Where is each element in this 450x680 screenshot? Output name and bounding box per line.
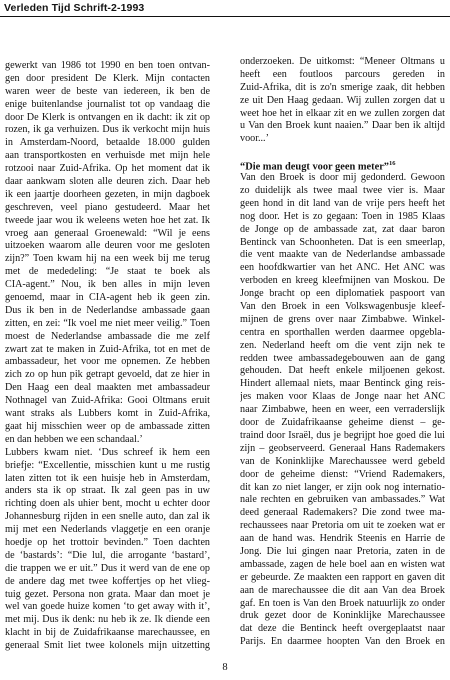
text-line: zich zo op hun pik getrapt gevoeld, dat ze hier in (5, 369, 210, 381)
text-line: Van den Broek in een Volkswagenbusje kleef- (240, 301, 445, 313)
text-line: geen hond in dit land van de vrije pers heeft het (240, 197, 445, 209)
text-line: moest de Nederlandse ambassade die me zelf (5, 330, 210, 342)
text-line: Hindert allemaal niets, maar Bentinck ging reis- (240, 378, 445, 390)
text-line: enige buitenlandse journalist tot op vandaag die (5, 98, 210, 110)
text-line: genoemd, maar in CIA-agent heb ik geen zin. (5, 292, 210, 304)
text-line: Van den Broek is door mij gedonderd. Gewoon (240, 172, 445, 184)
text-line: anders sta ik op straat. Ik zal geen pas in uw (5, 485, 210, 497)
text-line: zo duidelijk als twee maal twee vier is. Maar (240, 185, 445, 197)
right-paragraph-two (240, 172, 445, 649)
text-line: in Amsterdam-Noord, betaalde 18.000 gulden (5, 137, 210, 149)
text-line: hoedje op het trottoir bevinden.” Toen dachten (5, 536, 210, 548)
text-line: centra en sporthallen werden daarmee opgebla- (240, 326, 445, 338)
text-line: naar Zimbabwe, heen en weer, een verraderslijk (240, 404, 445, 416)
text-line: heeft een foutloos parcours gereden in (240, 68, 445, 80)
text-line: Zuid-Afrika, dit is zo'n smerige zaak, dit hebben (240, 81, 445, 93)
text-line: deed generaal Rademakers? Die zond twee ma- (240, 507, 445, 519)
text-line: gaf. En toen is Van den Broek natuurlijk zo onder (240, 597, 445, 609)
text-line: ambassadeur, het voor me opnemen. Ze hebben (5, 356, 210, 368)
text-line: rechaussees naar Pretoria om uit te zoeken wat er (240, 520, 445, 532)
text-line: Johannesburg rijden in een snelle auto, dan zal ik (5, 511, 210, 523)
text-line: en dan hebben we een schandaal.’ (5, 433, 143, 445)
text-line: met de mededeling: “Je staat te boek als (5, 266, 210, 278)
text-line: zitten, en zei: “Ik voel me niet meer veilig.” Toen (5, 317, 210, 329)
text-line: zijn – geobserveerd. Generaal Hans Rademakers (240, 442, 445, 454)
text-line: briefje: “Excellentie, misschien kunt u me rustig (5, 459, 210, 471)
right-paragraph-one (240, 56, 445, 146)
text-line: met mij. Dus ik denk: nu heb ik ze. Ik diende een (5, 614, 210, 626)
text-line: ambassade, zagen de hele boel aan en wisten wat (240, 558, 445, 570)
text-line: die vent maakte van de Nederlandse ambassade (240, 249, 445, 261)
text-line: want straks als Lubbers komt in Zuid-Afrika, (5, 408, 210, 420)
text-line: dat deze die Bentinck heeft overgeplaatst naar (240, 623, 445, 635)
text-line: nog door. Het is zo gegaan: Toen in 1985 Klaas (240, 210, 445, 222)
text-line: druk gezet door de Koninklijke Marechaussee (240, 610, 445, 622)
text-line: laten zitten tot ik een huisje heb in Amsterdam, (5, 472, 210, 484)
text-line: ik een jaartje doorheen gezeten, in mijn dagboek (5, 188, 210, 200)
text-line: door de geheime dienst: “Vriend Rademakers, (240, 468, 445, 480)
text-line: onderzoeken. De uitkomst: “Meneer Oltmans u (240, 56, 445, 67)
text-line: tuig gezet. Persona non grata. Maar dan moet je (5, 588, 210, 600)
text-line: traind door Israël, dus je begrijpt hoe goed die lui (240, 429, 445, 441)
text-line: u Van den Broek kunt naaien.” Daar ben ik altijd (240, 120, 445, 132)
text-line: zwart zat te maken in Zuid-Afrika, tot en met de (5, 343, 210, 355)
section-heading-text: “Die man deugt voor geen meter” (240, 161, 389, 173)
text-line: Jong. Die lui gingen naar Pretoria, zaten in de (240, 545, 445, 557)
text-line: tweede jaar wou ik weleens weten hoe het zat. Ik (5, 214, 210, 226)
text-line: Bentinck van Schoonheten. Dat is een smeerlap, (240, 236, 445, 248)
text-line: aan transportkosten en verhuisde met mijn hele (5, 150, 210, 162)
text-line: rotzooi naar Zuid-Afrika. Op het moment dat ik (5, 163, 210, 175)
text-line: Nothnagel van Zuid-Afrika: Gooi Oltmans eruit (5, 395, 210, 407)
section-footnote-ref: 16 (389, 160, 396, 168)
text-line: de Jonge op de ambassade zat, zat daar baron (240, 223, 445, 235)
text-line: zijn?” Toen kwam hij na een week bij me terug (5, 253, 210, 265)
text-line: uitzoeken waarom alle deuren voor me gesloten (5, 240, 210, 252)
text-line: redden twee ambassadegebouwen aan de gang (240, 352, 445, 364)
text-line: er gebeurde. Ze maakten een rapport en gaven dit (240, 571, 445, 583)
text-line: vroeg aan generaal Groenewald: “Wil je eens (5, 227, 210, 239)
text-line: wel van goede huize komen ‘to get away with it’, (5, 601, 210, 613)
right-column (240, 56, 445, 649)
text-line: aan de hand was. Hendrik Steenis en Harrie de (240, 533, 445, 545)
text-line: gehouden. Dat heeft enkele miljoenen gekost. (240, 365, 445, 377)
text-line: Den Haag een deal maakten met ambassadeur (5, 382, 210, 394)
text-line: rozen, ik ga verhuizen. Dus ik verkocht mijn huis (5, 124, 210, 136)
text-line: Dus ik ben in de Nederlandse ambassade gaan (5, 304, 210, 316)
text-line: de ‘bastards’: “Die lul, die arrogante ‘bastard’, (5, 549, 210, 561)
section-heading (240, 158, 445, 171)
text-line: een hoofdkwartier van het ANC. Het ANC was (240, 262, 445, 274)
text-line: jes maken voor Klaas de Jonge naar het ANC (240, 391, 445, 403)
text-line: gewerkt van 1986 tot 1990 en ben toen ontvan- (5, 60, 210, 71)
text-line: voor...’ (240, 133, 269, 145)
text-line: daar aankwam sloten alle deuren zich. Daar heb (5, 176, 210, 188)
text-line: dit kan zo niet langer, er zijn ook nog internatio- (240, 481, 445, 493)
text-line: weet hoe het in elkaar zit en we zullen zorgen dat (240, 107, 445, 119)
text-line: Parijs. En daarmee hoopten Van den Broek en (240, 636, 445, 648)
text-line: klacht in bij de Zuidafrikaanse marechaussee, en (5, 627, 210, 639)
text-line: verboden en kreeg kleefmijnen van Moskou. De (240, 275, 445, 287)
text-line: waren weer de beste van iedereen, ik ben de (5, 85, 210, 97)
text-line: mij met een Nederlands vlaggetje en een oranje (5, 524, 210, 536)
text-line: zen. Nederland heeft om die vent zijn nek te (240, 339, 445, 351)
text-line: de andere dag met twee koffertjes op het vlieg- (5, 575, 210, 587)
text-line: generaal Smit liet twee kolonels mijn uitzetting (5, 640, 210, 652)
text-line: richting doen als uhier bent, mocht u echter door (5, 498, 210, 510)
text-line: aan de marechaussee die dit aan Van dea Broek (240, 584, 445, 596)
text-line: die trappen we er uit.” Dus it werd van de ene op (5, 562, 210, 574)
text-line: CIA-agent.” Nou, ik ben alles in mijn leven (5, 279, 210, 291)
text-line: door de Zuidafrikaanse geheime dienst – ge- (240, 417, 445, 429)
text-line: nale rechten en gebruiken van ambassades.” Wat (240, 494, 445, 506)
text-line: geschreven, veel piano gestudeerd. Maar het (5, 201, 210, 213)
page-number: 8 (222, 662, 228, 673)
text-line: ze uit Den Haag gedaan. Wij zullen zorgen dat u (240, 94, 445, 106)
text-line: Jonge bracht op een diplomatiek paspoort van (240, 288, 445, 300)
text-line: gaat hij misschien weer op de ambassade zitten (5, 420, 210, 432)
running-header: Verleden Tijd Schrift-2-1993 (4, 2, 145, 14)
text-line: mijnen de grens over naar Zimbabwe. Winkel- (240, 313, 445, 325)
text-line: door De Klerk is ontvangen en ik dacht: ik zit op (5, 111, 210, 123)
text-line: van de Koninklijke Marechaussee werd gebeld (240, 455, 445, 467)
left-column (5, 60, 210, 653)
text-line: Lubbers kwam niet. ‘Dus schreef ik hem een (5, 446, 210, 458)
header-rule (0, 16, 450, 17)
text-line: gen door president De Klerk. Mijn contacten (5, 72, 210, 84)
